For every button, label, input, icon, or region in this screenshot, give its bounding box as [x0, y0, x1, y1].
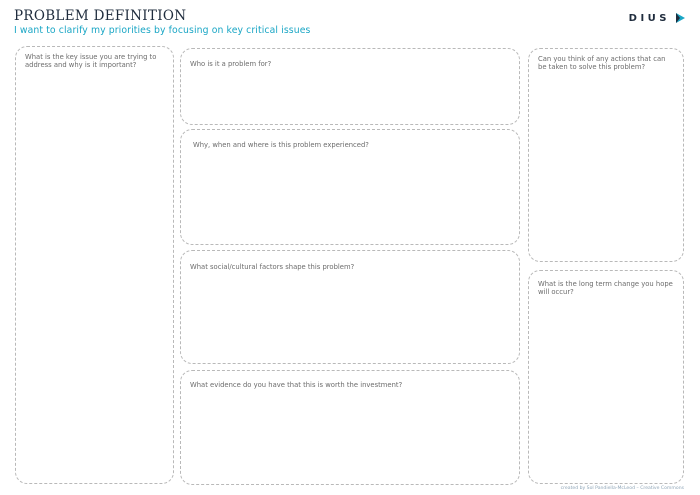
footer-credit: created by Sol Pandiella-McLeod – Creative Commons [560, 486, 684, 491]
logo-mark-icon [674, 12, 686, 24]
brand-logo [629, 11, 686, 25]
problem-for-prompt: Who is it a problem for? [190, 60, 272, 68]
actions-box[interactable] [528, 48, 684, 262]
long-term-change-prompt: What is the long term change you hope will occur? [538, 280, 673, 297]
long-term-change-box[interactable] [528, 270, 684, 484]
page-title: PROBLEM DEFINITION [14, 8, 187, 24]
problem-experienced-box[interactable] [180, 129, 520, 245]
logo-text: DIUS [628, 12, 670, 24]
problem-experienced-prompt: Why, when and where is this problem experienced? [193, 141, 369, 149]
page-subtitle: I want to clarify my priorities by focusing on key critical issues [14, 25, 311, 36]
actions-prompt: Can you think of any actions that can be taken to solve this problem? [538, 55, 666, 72]
key-issue-box[interactable] [15, 46, 174, 484]
evidence-box[interactable] [180, 370, 520, 485]
key-issue-prompt: What is the key issue you are trying to address and why is it important? [25, 53, 157, 70]
evidence-prompt: What evidence do you have that this is worth the investment? [190, 381, 403, 389]
social-factors-prompt: What social/cultural factors shape this problem? [190, 263, 355, 271]
social-factors-box[interactable] [180, 250, 520, 364]
problem-for-box[interactable] [180, 48, 520, 125]
